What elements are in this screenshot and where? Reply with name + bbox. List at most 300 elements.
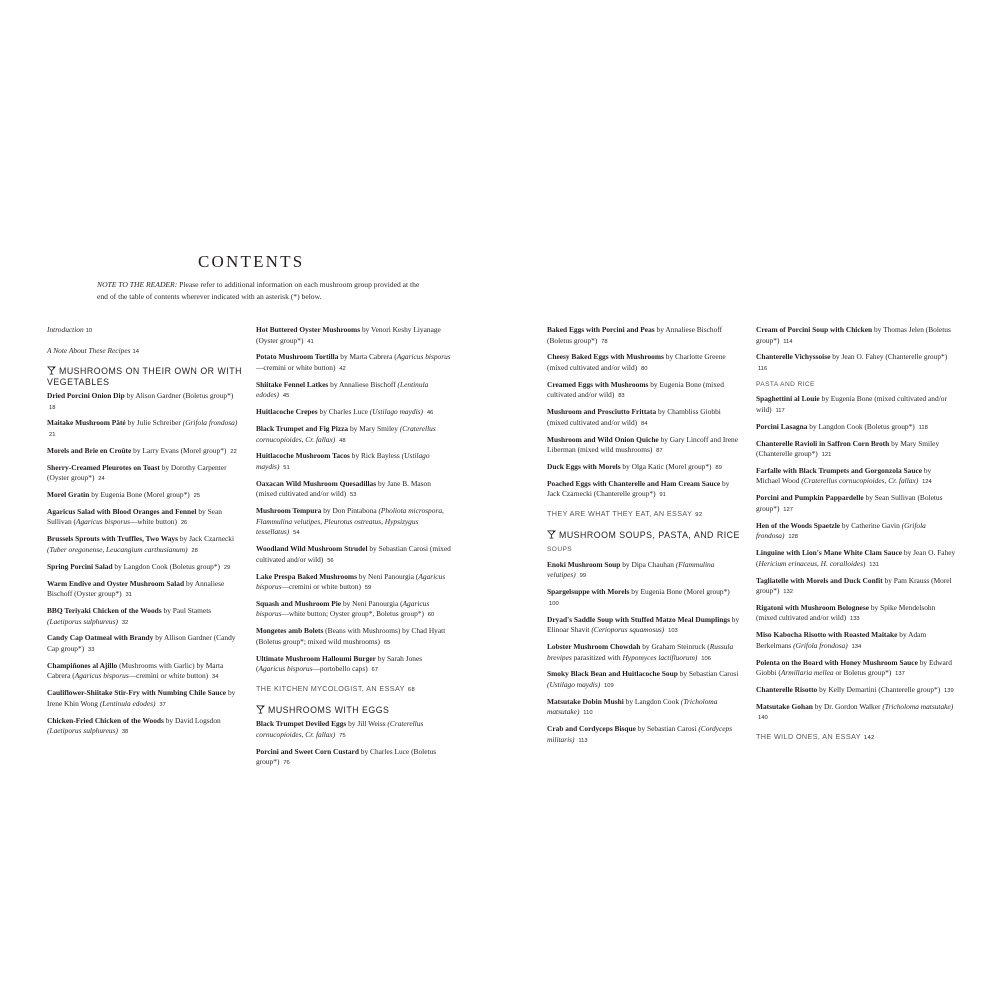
section-title: MUSHROOMS ON THEIR OWN OR WITH VEGETABLES [47,366,242,387]
entry-page-number: 131 [869,561,879,568]
entry-title: Creamed Eggs with Mushrooms [547,379,649,389]
entry-page-number: 48 [339,437,346,444]
toc-entry[interactable] [756,493,956,515]
entry-author: by Sebastian Carosi [635,724,699,734]
toc-entry[interactable] [547,479,743,501]
entry-title: Porcini Lasagna [756,421,808,431]
entry-species: (Grifola frondosa) [182,418,238,428]
entry-author: by Jane B. Mason (mixed cultivated and/or wild) [256,478,431,499]
entry-page-number: 92 [695,511,703,518]
toc-entry[interactable] [256,479,452,501]
toc-entry[interactable] [256,626,452,648]
entry-title: Poached Eggs with Chanterelle and Ham Cream Sauce [547,478,721,488]
toc-entry[interactable] [47,490,243,502]
entry-title: Sherry-Creamed Pleurotes on Toast [47,462,160,472]
entry-species: Hericium erinaceus, H. coralloides [758,558,863,568]
entry-title: Chicken-Fried Chicken of the Woods [47,715,164,725]
entry-species: (Lentinula edodes) [256,379,429,400]
toc-entry[interactable] [756,630,956,652]
entry-author: by Eugenia Bone (mixed cultivated and/or wild) [756,394,947,414]
entry-title: Morels and Brie en Croûte [47,445,132,455]
entry-author: by Annaliese Bischoff [328,379,398,389]
entry-species: (Flammulina velutipes) [547,559,715,580]
intro-entry[interactable] [47,325,243,337]
entry-page-number: 53 [349,492,357,499]
toc-entry[interactable] [47,716,243,738]
toc-entry[interactable] [47,562,243,574]
toc-entry[interactable] [756,422,956,434]
entry-title: Huitlacoche Mushroom Tacos [256,451,350,461]
entry-page-number: 83 [618,393,625,400]
essay-title: THE KITCHEN MYCOLOGIST, AN ESSAY [256,683,405,693]
toc-entry[interactable] [547,380,743,402]
entry-title: Tagliatelle with Morels and Duck Confit [756,575,883,585]
entry-species: Agaricus bisporus [75,517,130,527]
entry-title: Farfalle with Black Trumpets and Gorgonzola Sauce [756,465,923,475]
entry-species: Russula brevipes [547,642,734,662]
toc-entry[interactable] [47,633,243,655]
entry-page-number: 46 [426,410,434,417]
entry-page-number: 59 [364,585,372,592]
entry-note: —cremini or white button) [256,362,336,372]
entry-page-number: 42 [339,365,346,372]
entry-title: Smoky Black Bean and Huitlacoche Soup [547,669,678,679]
entry-title: Introduction [47,325,84,334]
entry-title: Matsutake Dobin Mushi [547,696,624,706]
entry-author: by Eugenia Bone (Morel group*) [89,490,190,500]
entry-title: Potato Mushroom Tortilla [256,352,339,362]
entry-author: by Spike Mendelsohn (mixed cultivated and/or wild) [756,602,936,623]
toc-entry[interactable] [547,697,743,719]
entry-title: Lake Prespa Baked Mushrooms [256,571,357,581]
entry-species: (Craterellus cornucopioides, Cr. fallax) [801,476,919,486]
entry-species: (Craterellus cornucopioides, Cr. fallax) [256,424,436,444]
entry-page-number: 38 [121,729,129,736]
entry-species: Agaricus bisporus [74,671,129,681]
entry-title: Mushroom and Wild Onion Quiche [547,434,659,444]
entry-author: by Eugenia Bone (mixed cultivated and/or wild) [547,379,724,400]
section-heading [47,366,243,388]
entry-title: Baked Eggs with Porcini and Peas [547,325,655,334]
entry-title: Chanterelle Risotto [756,685,818,695]
entry-author: by Dr. Gordon Walker [812,701,883,711]
section-heading [547,530,743,541]
entry-note: —white button) [129,517,177,527]
entry-page-number: 22 [230,448,237,455]
entry-author: by Adam Berkelmans [756,630,927,650]
entry-title: Enoki Mushroom Soup [547,559,621,569]
entry-species: (Ustilago maydis) [547,679,601,689]
entry-title: Spaghettini al Louie [756,394,820,404]
entry-author: by Thomas Jelen (Boletus group*) [756,325,951,345]
entry-page-number: 34 [212,674,219,681]
page-title: CONTENTS [198,252,305,271]
entry-title: Woodland Wild Mushroom Strudel [256,544,368,554]
entry-page-number: 25 [193,493,201,500]
entry-page-number: 128 [788,534,798,541]
entry-page-number: 56 [327,557,334,564]
entry-page-number: 113 [578,737,588,744]
entry-author: by Kelly Demartini (Chanterelle group*) [817,685,941,695]
toc-entry[interactable] [47,418,243,440]
note-label: NOTE TO THE READER: [97,280,178,289]
toc-entry[interactable] [756,548,956,570]
entry-page-number: 76 [283,760,290,767]
entry-author: by Jean O. Fahey ( [756,548,956,568]
entry-author: by Alison Gardner [124,391,182,400]
entry-page-number: 103 [668,628,678,635]
entry-author: by Charles Luce (Boletus group*) [256,746,437,767]
toc-entry[interactable] [47,446,243,458]
entry-title: Warm Endive and Oyster Mushroom Salad [47,578,185,588]
entry-page-number: 18 [49,404,56,411]
essay-title: THEY ARE WHAT THEY EAT, AN ESSAY [547,508,693,518]
entry-page-number: 78 [601,338,608,345]
entry-author: by Charlotte Greene (mixed cultivated and/or wild) [547,352,726,372]
toc-entry[interactable] [547,724,743,746]
entry-title: Huitlacoche Crepes [256,407,318,417]
toc-entry[interactable] [547,615,743,637]
entry-page-number: 139 [944,688,954,695]
entry-title: Black Trumpet Deviled Eggs [256,719,347,729]
entry-species: Agaricus bisporus [396,352,451,362]
entry-title: Chanterelle Vichyssoise [756,352,831,362]
entry-title: Miso Kabocha Risotto with Roasted Maitake [756,630,898,640]
entry-title: Spring Porcini Salad [47,561,113,571]
entry-note: —cremini or white button) [281,582,361,592]
entry-species: Agaricus bisporus [256,598,430,619]
entry-page-number: 31 [125,592,132,599]
entry-page-number: 132 [783,589,793,596]
entry-author: by Allison Gardner (Candy Cap group*) [47,633,236,653]
entry-note: —portobello caps) [312,664,368,674]
entry-title: Chanterelle Ravioli in Saffron Corn Broth [756,438,890,448]
entry-author: by Charles Luce [317,407,370,417]
entry-author: by Eugenia Bone (Morel group*) [629,587,730,597]
entry-title: Mushroom and Prosciutto Frittata [547,407,657,417]
entry-species: (Lentinula edodes) [99,698,156,708]
entry-species: Hypomyces lactifluorum) [622,652,698,662]
entry-author: by Sebastian Carosi [677,669,739,679]
entry-page-number: 80 [640,365,648,372]
toc-entry[interactable] [547,352,743,374]
entry-author: (Beans with Mushrooms) by Chad Hyatt (Boletus group*; mixed wild mushrooms) [256,626,446,646]
entry-title: Porcini and Pumpkin Pappardelle [756,493,864,503]
entry-species: (Tricholoma matsutake) [882,701,954,711]
entry-author: by Sebastian Carosi (mixed cultivated and/or wild) [256,544,451,564]
entry-note: (Oyster group*) [47,473,95,483]
intro-entry[interactable] [47,346,243,358]
entry-author: by Julie Schreiber [125,418,183,428]
toc-entry[interactable] [47,507,243,529]
toc-entry[interactable] [756,439,956,461]
toc-entry[interactable] [256,599,452,621]
entry-species: (Cordyceps militaris) [547,724,733,744]
toc-entry[interactable] [47,534,243,556]
toc-entry[interactable] [256,544,452,566]
entry-author: by Paul Stamets [161,606,212,616]
toc-entry[interactable] [47,606,243,628]
entry-author: by Dorothy Carpenter [159,462,227,472]
entry-author: by Annaliese Bischoff (Boletus group*) [547,325,723,345]
entry-page-number: 84 [640,420,648,427]
entry-title: Crab and Cordyceps Bisque [547,724,636,734]
entry-page-number: 65 [383,639,391,646]
toc-entry[interactable] [256,407,452,419]
toc-column-2 [256,325,452,774]
entry-author: by Jean O. Fahey (Chanterelle group*) [830,352,948,362]
entry-species: (Tuber oregonense, Leucangium carthusianum) [47,544,188,554]
toc-entry[interactable] [256,424,452,446]
entry-page-number: 14 [132,348,139,355]
toc-entry[interactable] [756,685,956,697]
entry-title: Matsutake Gohan [756,701,813,711]
toc-entry[interactable] [547,407,743,429]
cocktail-glass-icon [47,366,59,376]
entry-page-number: 75 [339,732,346,739]
entry-title: Linguine with Lion's Mane White Clam Sauce [756,548,903,558]
entry-page-number: 117 [775,407,785,414]
entry-page-number: 10 [85,328,93,334]
entry-page-number: 67 [371,667,378,674]
toc-entry[interactable] [47,391,243,413]
entry-species: (Ustilago maydis) [369,407,423,417]
entry-author: by Elinoar Shavit [547,614,740,635]
entry-author: by Marta Cabrera ( [338,352,397,362]
entry-note: —cremini or white button) [128,671,209,681]
entry-page-number: 60 [427,612,435,619]
entry-note: parasitized with [571,652,623,662]
toc-entry[interactable] [547,435,743,457]
entry-species: Agaricus bisporus [258,664,313,674]
subsection-heading: PASTA AND RICE [756,380,815,388]
section-title: MUSHROOMS WITH EGGS [268,705,390,716]
entry-page-number: 100 [549,600,559,607]
entry-author: by Neni Panourgia ( [341,598,403,608]
entry-note: (Morel group*) [178,445,227,455]
entry-title: Duck Eggs with Morels [547,461,621,471]
toc-entry[interactable] [756,702,956,724]
entry-page-number: 28 [191,547,198,554]
entry-page-number: 142 [863,734,875,741]
toc-entry[interactable] [256,451,452,473]
entry-note: ) [862,558,866,568]
toc-entry[interactable] [47,463,243,485]
essay-entry[interactable] [756,732,956,744]
entry-author: by Dipa Chauhan [620,559,676,569]
entry-page-number: 87 [656,448,663,455]
entry-author: by Rick Bayless [349,451,402,461]
entry-title: Mushroom Tempura [256,506,322,516]
toc-entry[interactable] [47,579,243,601]
entry-title: Maitake Mushroom Pâté [47,418,126,428]
entry-author: by Chambliss Giobbi (mixed cultivated and/or wild) [547,407,721,427]
entry-author: by Edward Giobbi ( [756,657,952,678]
entry-page-number: 91 [659,492,666,499]
entry-title: Porcini and Sweet Corn Custard [256,746,359,756]
entry-species: (Grifola frondosa) [793,640,848,650]
entry-author: by Neni Panourgia ( [356,571,419,581]
entry-page-number: 140 [758,715,768,722]
toc-entry[interactable] [756,603,956,625]
entry-note: (Boletus group*) [167,561,220,571]
entry-author: by Sarah Jones ( [256,653,423,674]
entry-title: Agaricus Salad with Blood Oranges and Fennel [47,506,197,516]
entry-species: (Laetiporus sulphureus) [47,616,118,626]
entry-page-number: 26 [180,520,188,527]
entry-page-number: 37 [159,701,166,708]
entry-title: Rigatoni with Mushroom Bolognese [756,602,869,612]
toc-entry[interactable] [756,394,956,416]
toc-entry[interactable] [756,576,956,598]
toc-entry[interactable] [256,719,452,741]
entry-page-number: 118 [918,424,928,431]
entry-page-number: 24 [98,476,105,483]
entry-page-number: 51 [283,464,290,471]
toc-entry[interactable] [256,654,452,676]
toc-entry[interactable] [756,352,956,374]
entry-author: by David Logsdon [163,715,221,725]
entry-title: Candy Cap Oatmeal with Brandy [47,633,154,643]
entry-author: by Langdon Cook (Boletus group*) [807,421,915,431]
essay-entry[interactable] [547,509,743,521]
toc-entry[interactable] [256,506,452,539]
toc-entry[interactable] [547,560,743,582]
entry-species: Agaricus bisporus [256,571,446,592]
essay-entry[interactable] [256,684,452,696]
entry-title: Hen of the Woods Spaetzle [756,520,841,530]
entry-title: Cream of Porcini Soup with Chicken [756,325,873,334]
note-text: Please refer to additional information on each mushroom group provided at the end of the table of contents wherever indicated with an asterisk (*) below. [97,280,420,301]
toc-entry[interactable] [756,658,956,680]
entry-page-number: 109 [604,682,614,689]
entry-title: Lobster Mushroom Chowdah [547,642,641,652]
entry-author: by Sean Sullivan ( [47,506,222,527]
toc-entry[interactable] [47,688,243,710]
entry-title: Morel Gratin [47,490,90,500]
entry-page-number: 89 [715,464,722,471]
entry-title: A Note About These Recipes [47,345,131,355]
entry-author: by Don Pintabona [321,506,379,516]
toc-entry[interactable] [547,462,743,474]
entry-author: by Gary Lincoff and Irene Liberman (mixed wild mushrooms) [547,434,738,455]
entry-author: by Langdon Cook [112,561,168,571]
entry-title: Oaxacan Wild Mushroom Quesadillas [256,478,377,488]
entry-author: by Michael Wood [756,465,932,486]
toc-column-3 [547,325,743,752]
entry-author: by Olga Katic (Morel group*) [620,461,712,471]
entry-species: (Tricholoma matsutake) [547,696,718,717]
entry-page-number: 21 [49,431,56,438]
entry-page-number: 33 [88,646,95,653]
toc-entry[interactable] [47,661,243,683]
entry-title: Hot Buttered Oyster Mushrooms [256,325,361,334]
entry-page-number: 124 [922,479,932,486]
entry-title: Mongetes amb Bolets [256,626,324,636]
entry-species: Armillaria mellea [780,668,834,678]
entry-author: by Pam Krauss (Morel group*) [756,575,952,596]
entry-page-number: 54 [293,530,300,537]
entry-title: Ultimate Mushroom Halloumi Burger [256,653,376,663]
entry-species: (Grifola frondosa) [756,520,926,541]
entry-species: (Pholiota microspora, Flammulina velutipes, Pleurotus ostreatus, Hypsizygus tessellatus) [256,506,444,537]
entry-note: —white button; Oyster group*, Boletus group*) [281,609,424,619]
entry-page-number: 41 [307,338,314,345]
entry-title: Dryad's Saddle Soup with Stuffed Matzo Meal Dumplings [547,614,730,624]
entry-author: by Jack Czarnecki (Chanterelle group*) [547,478,730,499]
entry-title: Shiitake Fennel Latkes [256,379,329,389]
essay-title: THE WILD ONES, AN ESSAY [756,731,861,741]
toc-entry[interactable] [547,325,743,347]
toc-entry[interactable] [256,380,452,402]
entry-page-number: 134 [851,643,862,650]
entry-title: BBQ Teriyaki Chicken of the Woods [47,606,162,616]
entry-title: Dried Porcini Onion Dip [47,391,125,400]
entry-page-number: 127 [783,506,793,513]
entry-page-number: 133 [849,616,860,623]
entry-author: by Mary Smiley (Chanterelle group*) [756,438,940,459]
toc-entry[interactable] [547,642,743,664]
entry-page-number: 32 [121,619,129,626]
entry-page-number: 114 [783,338,793,345]
toc-column-4 [756,325,956,753]
entry-author: by Venori Keshy Liyanage (Oyster group*) [256,325,441,345]
entry-author: by Jill Weiss [346,719,388,729]
entry-species: (Cerioporus squamosus) [591,625,665,635]
entry-page-number: 68 [407,686,416,693]
toc-entry[interactable] [256,325,452,347]
entry-page-number: 45 [282,393,290,400]
entry-author: by Graham Steinruck ( [640,642,710,652]
toc-entry[interactable] [756,521,956,543]
section-title: MUSHROOM SOUPS, PASTA, AND RICE [559,530,740,541]
entry-author: (Mushrooms with Garlic) by Marta Cabrera ( [47,660,224,681]
entry-page-number: 116 [758,365,768,372]
entry-title: Brussels Sprouts with Truffles, Two Ways [47,534,179,544]
entry-title: Polenta on the Board with Honey Mushroom Sauce [756,657,918,667]
toc-entry[interactable] [756,325,956,347]
entry-title: Champiñones al Ajillo [47,660,118,670]
toc-entry[interactable] [256,352,452,374]
toc-entry[interactable] [547,669,743,691]
entry-title: Black Trumpet and Fig Pizza [256,424,349,434]
toc-column-1 [47,325,243,743]
toc-entry[interactable] [256,747,452,769]
entry-title: Cauliflower-Shiitake Stir-Fry with Numbing Chile Sauce [47,688,227,698]
cocktail-glass-icon [256,705,268,715]
section-heading [256,705,452,716]
entry-species: (Craterellus cornucopioides, Cr. fallax) [256,719,424,739]
entry-author: by Mary Smiley [348,424,400,434]
toc-entry[interactable] [547,587,743,609]
entry-author: by Larry Evans [131,445,179,455]
entry-author: by Jack Czarnecki [178,534,235,544]
entry-title: Cheesy Baked Eggs with Mushrooms [547,352,664,362]
cocktail-glass-icon [547,530,559,540]
entry-author: by Irene Khin Wong [47,688,236,708]
toc-entry[interactable] [256,572,452,594]
entry-author: by Langdon Cook [623,696,681,706]
entry-page-number: 29 [223,564,231,571]
entry-page-number: 110 [583,710,593,717]
entry-species: (Ustilago maydis) [256,451,430,471]
entry-page-number: 121 [821,452,832,459]
entry-title: Spargelsuppe with Morels [547,587,630,597]
toc-entry[interactable] [756,466,956,488]
entry-author: by Annaliese Bischoff (Oyster group*) [47,578,225,599]
entry-species: (Laetiporus sulphureus) [47,726,118,736]
entry-author: by Catherine Gavin [840,520,902,530]
